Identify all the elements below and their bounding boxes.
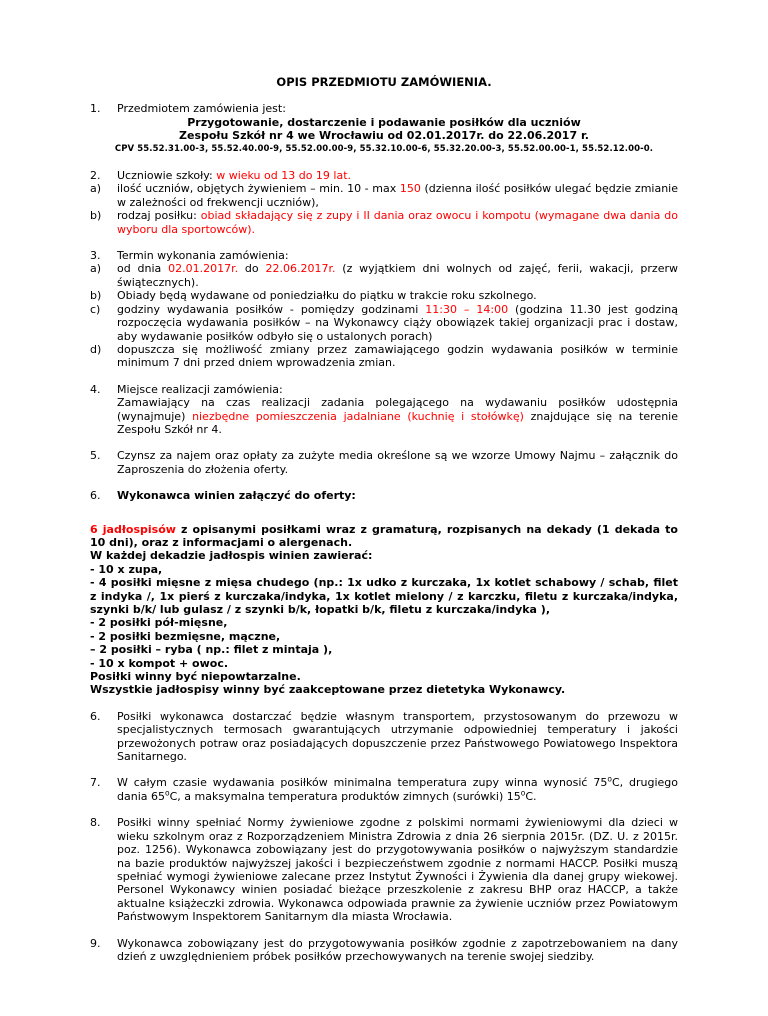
text-segment: Uczniowie szkoły: [117, 169, 217, 183]
text-segment: W całym czasie wydawania posiłków minimalna temperatura zupy winna wynosić 75 [117, 776, 608, 790]
item-7 [90, 776, 678, 803]
text-segment: (z wyjątkiem dni wolnych od zajęć, ferii, wakacji, przerw świątecznych). [117, 262, 678, 289]
item-3-sub-b [90, 289, 678, 302]
text-segment: 6 jadłospisów [90, 522, 176, 536]
item-5-row [90, 449, 678, 476]
text-segment: do [238, 262, 266, 276]
item-4-intro-row [90, 383, 678, 396]
menu-requirements-block [90, 523, 678, 697]
item-9 [90, 937, 678, 964]
item-5-body: Czynsz za najem oraz opłaty za zużyte media określone są we wzorze Umowy Najmu – załącznik do Zaproszenia do złożenia oferty. [117, 449, 678, 476]
item-2-sub-b-text [117, 209, 678, 236]
item-8 [90, 816, 678, 923]
item-3 [90, 249, 678, 370]
text-segment: dopuszcza się możliwość zmiany przez zamawiającego godzin wydawania posiłków w terminie minimum 7 dni przed dniem wprowadzenia zmian. [117, 342, 678, 370]
text-segment: obiad składający się z zupy i II dania oraz owocu i kompotu (wymagane dwa dania do wyboru dla sportowców). [117, 209, 678, 236]
item-3-sub-d-text [117, 343, 678, 370]
menu-paragraph-4: Wszystkie jadłospisy winny być zaakceptowane przez dietetyka Wykonawcy. [90, 683, 566, 697]
text-segment: C, a maksymalna temperatura produktów zimnych (surówki) 15 [169, 789, 521, 803]
item-2-sub-b-letter: b) [90, 209, 102, 223]
text-segment: o [520, 788, 526, 798]
item-2 [90, 169, 678, 236]
text-segment: (godzina 11.30 jest godziną rozpoczęcia wydawania posiłków – na Wykonawcy ciąży obowiązek takiej organizacji prac i dostaw, aby wydawanie posiłków odbyło się o ustalonych porach) [117, 302, 678, 343]
item-2-sub-a [90, 182, 678, 209]
item-6b-body: Posiłki wykonawca dostarczać będzie własnym transportem, przystosowanym do przewozu w specjalistycznych termosach gwarantujących utrzymanie odpowiedniej temperatury i jakości przewożonych potraw oraz posiadających dopuszczenie przez Państwowego Powiatowego Inspektora Sanitarnego. [117, 709, 678, 764]
text-segment: 11:30 – 14:00 [425, 302, 509, 316]
item-3-intro: Termin wykonania zamówienia: [117, 249, 289, 263]
item-5-number: 5. [90, 449, 101, 463]
item-2-intro [117, 169, 678, 182]
item-6a-body: Wykonawca winien załączyć do oferty: [117, 489, 356, 503]
item-6-second [90, 710, 678, 764]
item-1 [90, 102, 678, 156]
item-3-sub-a [90, 262, 678, 289]
menu-line-meat: - 4 posiłki mięsne z mięsa chudego (np.: 1x udko z kurczaka, 1x kotlet schabowy / schab, filet z indyka /, 1x pierś z kurczaka/indyka, 1x kotlet mielony / z karczku, filetu z kurczaka/indyka, szynki b/k/ lub gulasz / z szynki b/k, łopatki b/k, filetu z kurczaka/indyka ), [90, 576, 678, 616]
item-3-sub-d [90, 343, 678, 370]
item-2-number: 2. [90, 169, 101, 183]
item-3-sub-a-text [117, 262, 678, 289]
menu-line-fish: – 2 posiłki – ryba ( np.: filet z mintaja ), [90, 643, 333, 657]
item-8-number: 8. [90, 816, 101, 830]
item-3-sub-a-letter: a) [90, 262, 102, 276]
item-7-row [90, 776, 678, 803]
item-3-sub-c [90, 303, 678, 343]
item-3-number: 3. [90, 249, 101, 263]
text-segment: od dnia [117, 262, 169, 276]
item-3-sub-b-text [117, 289, 678, 302]
menu-paragraph-2: W każdej dekadzie jadłospis winien zawierać: [90, 549, 373, 563]
text-segment: znajdujące się na terenie Zespołu Szkół nr 4. [117, 409, 678, 436]
item-9-number: 9. [90, 936, 101, 950]
menu-line-soup: - 10 x zupa, [90, 562, 163, 576]
menu-line-meatless: - 2 posiłki bezmięsne, mączne, [90, 629, 281, 643]
item-3-intro-row [90, 249, 678, 262]
menu-line-compote: - 10 x kompot + owoc. [90, 656, 229, 670]
item-8-body: Posiłki winny spełniać Normy żywieniowe zgodne z polskimi normami żywieniowymi dla dzieci w wieku szkolnym oraz z Rozporządzeniem Ministra Zdrowia z dnia 26 sierpnia 2015r. (DZ. U. z 2015r. poz. 1256). Wykonawca zobowiązany jest do przygotowywania posiłków o najwyższym standardzie na bazie produktów najwyższej jakości i bezpieczeństwem zgodnie z normami HACCP. Posiłki muszą spełniać wymogi żywieniowe zalecane przez Instytut Żywności i Żywienia dla danej grupy wiekowej. Personel Wykonawcy winien posiadać bieżące przeszkolenie z zakresu BHP oraz HACCP, a także aktualne książeczki zdrowia. Wykonawca odpowiada prawnie za żywienie uczniów przez Powiatowym Państwowym Inspektorem Sanitarnym dla miasta Wrocławia. [117, 816, 678, 924]
item-2-sub-a-letter: a) [90, 182, 102, 196]
text-segment: godziny wydawania posiłków - pomiędzy godzinami [117, 302, 426, 316]
item-2-sub-b [90, 209, 678, 236]
text-segment: niezbędne pomieszczenia jadalniane (kuchnię i stołówkę) [192, 409, 524, 423]
text-segment: ilość uczniów, objętych żywieniem – min. 10 - max [117, 182, 400, 196]
contract-heading-line1: Przygotowanie, dostarczenie i podawanie posiłków dla uczniów [187, 115, 581, 129]
item-9-body: Wykonawca zobowiązany jest do przygotowywania posiłków zgodnie z zapotrzebowaniem na dany dzień z uwzględnieniem próbek posiłków przechowywanych na terenie swojej siedziby. [117, 936, 678, 963]
item-9-row [90, 937, 678, 964]
text-segment: o [607, 774, 612, 784]
item-1-intro-row [90, 102, 678, 115]
text-segment: rodzaj posiłku: [117, 209, 201, 223]
item-6a-row [90, 489, 678, 502]
text-segment: Obiady będą wydawane od poniedziałku do piątku w trakcie roku szkolnego. [117, 289, 537, 303]
cpv-codes: CPV 55.52.31.00-3, 55.52.40.00-9, 55.52.00.00-9, 55.32.10.00-6, 55.32.20.00-3, 55.52.00.00-1, 55.52.12.00-0. [114, 143, 654, 154]
item-3-sub-c-text [117, 303, 678, 343]
text-segment: z opisanymi posiłkami wraz z gramaturą, rozpisanych na dekady (1 dekada to 10 dni), oraz z informacjami o alergenach. [90, 522, 678, 549]
item-4-number: 4. [90, 382, 101, 396]
text-segment: (dzienna ilość posiłków ulegać będzie zmianie w zależności od frekwencji uczniów), [117, 182, 678, 209]
item-1-number: 1. [90, 102, 101, 116]
menu-paragraph-1 [90, 523, 678, 550]
item-2-intro-row [90, 169, 678, 182]
text-segment: 02.01.2017r. [168, 262, 239, 276]
document-title: OPIS PRZEDMIOTU ZAMÓWIENIA. [276, 75, 492, 89]
text-segment: o [165, 788, 170, 798]
item-6b-number: 6. [90, 709, 101, 723]
menu-paragraph-3: Posiłki winny być niepowtarzalne. [90, 670, 301, 684]
item-1-intro: Przedmiotem zamówienia jest: [117, 102, 286, 116]
item-6b-row [90, 710, 678, 764]
text-segment: 22.06.2017r. [265, 262, 336, 276]
item-8-row [90, 816, 678, 923]
item-3-sub-c-letter: c) [90, 302, 101, 316]
item-2-sub-a-text [117, 182, 678, 209]
text-segment: C. [525, 789, 537, 803]
item-4 [90, 383, 678, 437]
text-segment: C, drugiego dania 65 [117, 776, 679, 803]
menu-line-half-meat: - 2 posiłki pół-mięsne, [90, 616, 228, 630]
contract-heading-line2: Zespołu Szkół nr 4 we Wrocławiu od 02.01.2017r. do 22.06.2017 r. [179, 129, 589, 143]
item-4-body [117, 396, 678, 436]
text-segment: 150 [399, 182, 421, 196]
item-3-sub-b-letter: b) [90, 289, 102, 303]
item-4-intro: Miejsce realizacji zamówienia: [117, 382, 283, 396]
item-3-sub-d-letter: d) [90, 342, 102, 356]
item-6a-number: 6. [90, 489, 101, 503]
item-6-first [90, 489, 678, 502]
item-5 [90, 449, 678, 476]
item-7-body [117, 776, 678, 803]
text-segment: Zamawiający na czas realizacji zadania polegającego na wydawaniu posiłków udostępnia (wynajmuje) [117, 396, 678, 423]
text-segment: w wieku od 13 do 19 lat. [216, 169, 352, 183]
item-7-number: 7. [90, 776, 101, 790]
